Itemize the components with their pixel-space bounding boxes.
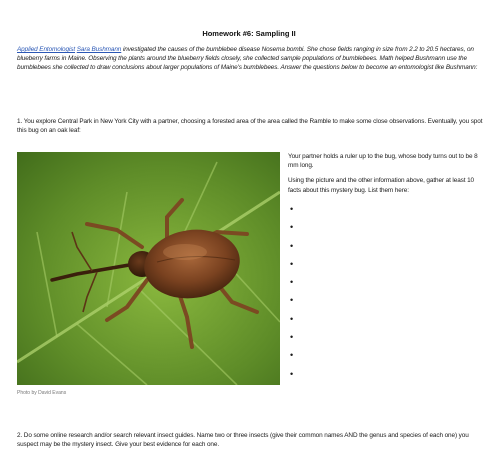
fact-bullet[interactable]	[288, 351, 488, 369]
question-2: 2. Do some online research and/or search relevant insect guides. Name two or three insects (give their common names AND the genus and species of each one) you suspect may be the mystery insect. Give your best evidence for each one.	[17, 432, 469, 449]
intro-paragraph	[17, 45, 485, 73]
weevil-image	[17, 152, 280, 385]
fact-bullet[interactable]	[288, 223, 488, 241]
photo-credit: Photo by David Evans	[17, 390, 67, 396]
bullet-mark: •	[290, 277, 294, 288]
bullet-mark: •	[290, 204, 294, 214]
facts-list	[288, 205, 488, 388]
page-title: Homework #6: Sampling II	[202, 29, 296, 38]
intro-text: investigated the causes of the bumblebee disease Nosema bombi. She chose fields ranging in size from 2.2 to 20.5 hectares, on blueberry farms in Maine. Observing the plants around the blueberry fields closely, she collected sample populations of bumblebees. Math helped Bushmann use the bumblebees she collected to draw conclusions about larger populations of Maine's bumblebees. Answer the questions below to become an entomologist like Bushmann:	[17, 46, 478, 72]
fact-bullet[interactable]	[288, 278, 488, 296]
fact-bullet[interactable]	[288, 205, 488, 223]
weevil-photo	[17, 152, 280, 385]
bullet-mark: •	[290, 258, 294, 269]
fact-bullet[interactable]	[288, 315, 488, 333]
fact-bullet[interactable]	[288, 260, 488, 278]
bullet-mark: •	[290, 350, 294, 361]
instructions-column	[288, 152, 488, 201]
fact-bullet[interactable]	[288, 333, 488, 351]
fact-bullet[interactable]	[288, 370, 488, 388]
link-applied-entomologist[interactable]: Applied Entomologist	[17, 46, 76, 53]
question-1: 1. You explore Central Park in New York City with a partner, choosing a forested area of the area called the Ramble to make some close observations. Eventually, you spot this bug on an oak leaf:	[17, 118, 483, 135]
bullet-mark: •	[290, 222, 294, 233]
bullet-mark: •	[290, 368, 294, 379]
facts-instructions: Using the picture and the other information above, gather at least 10 facts about this mystery bug. List them here:	[288, 177, 475, 194]
ruler-paragraph: Your partner holds a ruler up to the bug, whose body turns out to be 8 mm long.	[288, 153, 478, 170]
fact-bullet[interactable]	[288, 296, 488, 314]
bullet-mark: •	[290, 295, 294, 306]
bullet-mark: •	[290, 240, 294, 251]
bullet-mark: •	[290, 332, 294, 343]
bullet-mark: •	[290, 313, 294, 324]
link-sara-bushmann[interactable]: Sara Bushmann	[76, 46, 122, 53]
fact-bullet[interactable]	[288, 242, 488, 260]
